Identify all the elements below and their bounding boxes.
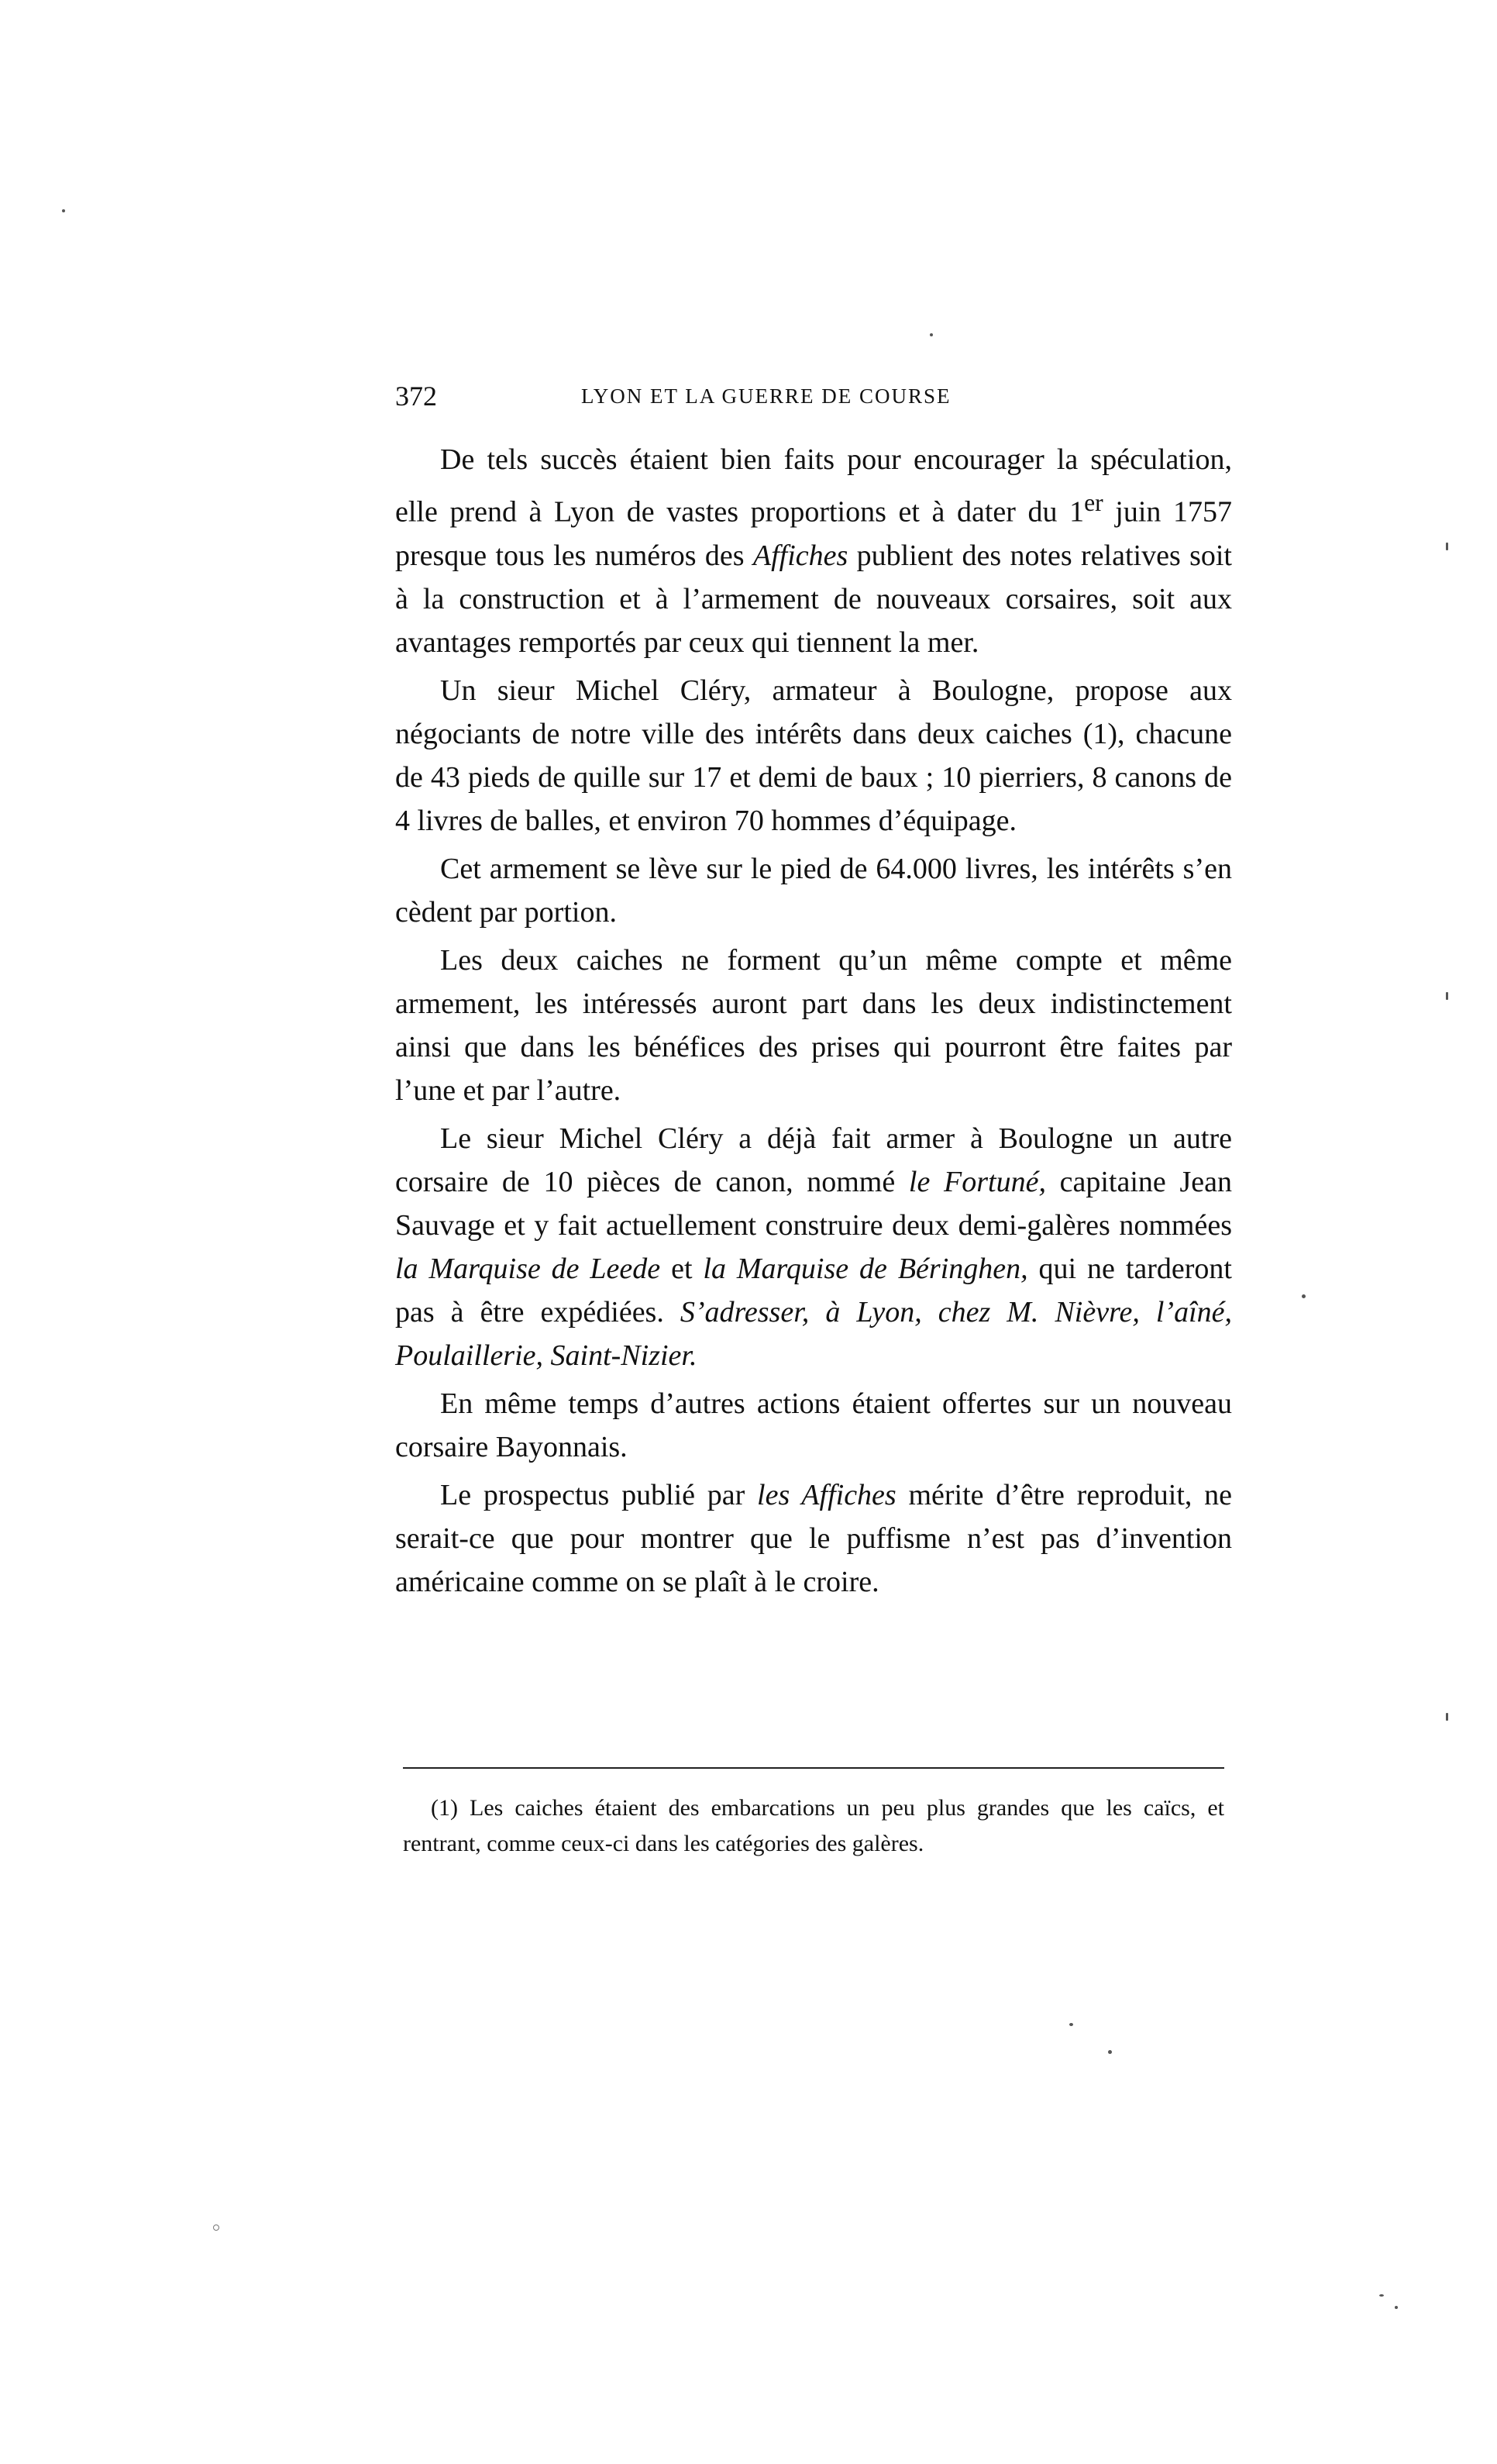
scan-speck xyxy=(1395,2306,1398,2309)
scan-speck xyxy=(930,333,933,336)
text-run: qui ne tarderont pas à être expédiées. xyxy=(395,1252,1232,1328)
text-run: et xyxy=(660,1252,704,1285)
paragraph xyxy=(395,438,1232,664)
text-run: De tels succès étaient bien faits pour encourager la spéculation, elle prend à Lyon de vastes proportions et à dater du 1 xyxy=(395,443,1232,529)
paragraph xyxy=(395,1473,1232,1604)
paragraph xyxy=(395,669,1232,843)
paragraph xyxy=(395,847,1232,934)
text-run: Un sieur Michel Cléry, armateur à Boulogne, propose aux négociants de notre ville des intérêts dans deux caiches (1), chacune de 43 pieds de quille sur 17 et demi de baux ; 10 pierriers, 8 canons de 4 livres de balles, et environ 70 hommes d’équipage. xyxy=(395,674,1232,837)
page-number: 372 xyxy=(395,381,437,412)
scan-speck xyxy=(1108,2050,1112,2054)
text-run: Le sieur Michel Cléry a déjà fait armer à Boulogne un autre corsaire de 10 pièces de canon, nommé xyxy=(395,1122,1232,1198)
page-header xyxy=(395,380,1232,419)
text-run: publient des notes relatives soit à la construction et à l’armement de nouveaux corsaires, soit aux avantages remportés par ceux qui tiennent la mer. xyxy=(395,539,1232,659)
scan-speck xyxy=(213,2224,219,2231)
italic-title: les Affiches xyxy=(757,1478,896,1511)
scan-speck xyxy=(1379,2294,1384,2297)
italic-ship-name: la Marquise de Leede xyxy=(395,1252,661,1285)
scan-speck xyxy=(62,209,65,212)
paragraph xyxy=(395,1117,1232,1377)
italic-address: S’adresser, à Lyon, chez M. Nièvre, l’aîné, Poulaillerie, Saint-Nizier. xyxy=(395,1295,1232,1372)
paragraph xyxy=(395,1382,1232,1469)
footnote: (1) Les caiches étaient des embarcations un peu plus grandes que les caïcs, et rentrant, comme ceux-ci dans les catégories des galères. xyxy=(403,1795,1224,1856)
scan-speck xyxy=(1302,1294,1306,1298)
text-run: capitaine Jean Sauvage et y fait actuellement construire deux demi-galères nommées xyxy=(395,1165,1232,1242)
italic-ship-name: la Marquise de Béringhen, xyxy=(703,1252,1028,1285)
ordinal-superscript: er xyxy=(1084,489,1103,516)
text-run: Cet armement se lève sur le pied de 64.000 livres, les intérêts s’en cèdent par portion. xyxy=(395,852,1232,929)
text-run: En même temps d’autres actions étaient offertes sur un nouveau corsaire Bayonnais. xyxy=(395,1387,1232,1463)
body-text xyxy=(395,438,1232,1604)
italic-ship-name: le Fortuné, xyxy=(908,1165,1046,1198)
scan-speck xyxy=(1446,543,1448,550)
text-run: mérite d’être reproduit, ne serait-ce que pour montrer que le puffisme n’est pas d’invention américaine comme on se plaît à le croire. xyxy=(395,1478,1232,1598)
text-run: Le prospectus publié par xyxy=(440,1478,758,1511)
footnote-divider xyxy=(403,1767,1224,1769)
text-run: Les deux caiches ne forment qu’un même compte et même armement, les intéressés auront part dans les deux indistinctement ainsi que dans les bénéfices des prises qui pourront être faites par l’une et par l’autre. xyxy=(395,943,1232,1107)
scan-speck xyxy=(1446,1713,1448,1721)
scan-speck xyxy=(1446,992,1448,1000)
italic-title: Affiches xyxy=(752,539,848,572)
paragraph xyxy=(395,939,1232,1112)
running-title: LYON ET LA GUERRE DE COURSE xyxy=(581,384,952,408)
scan-speck xyxy=(1069,2023,1073,2026)
text-run: juin 1757 presque tous les numéros des xyxy=(395,495,1232,572)
